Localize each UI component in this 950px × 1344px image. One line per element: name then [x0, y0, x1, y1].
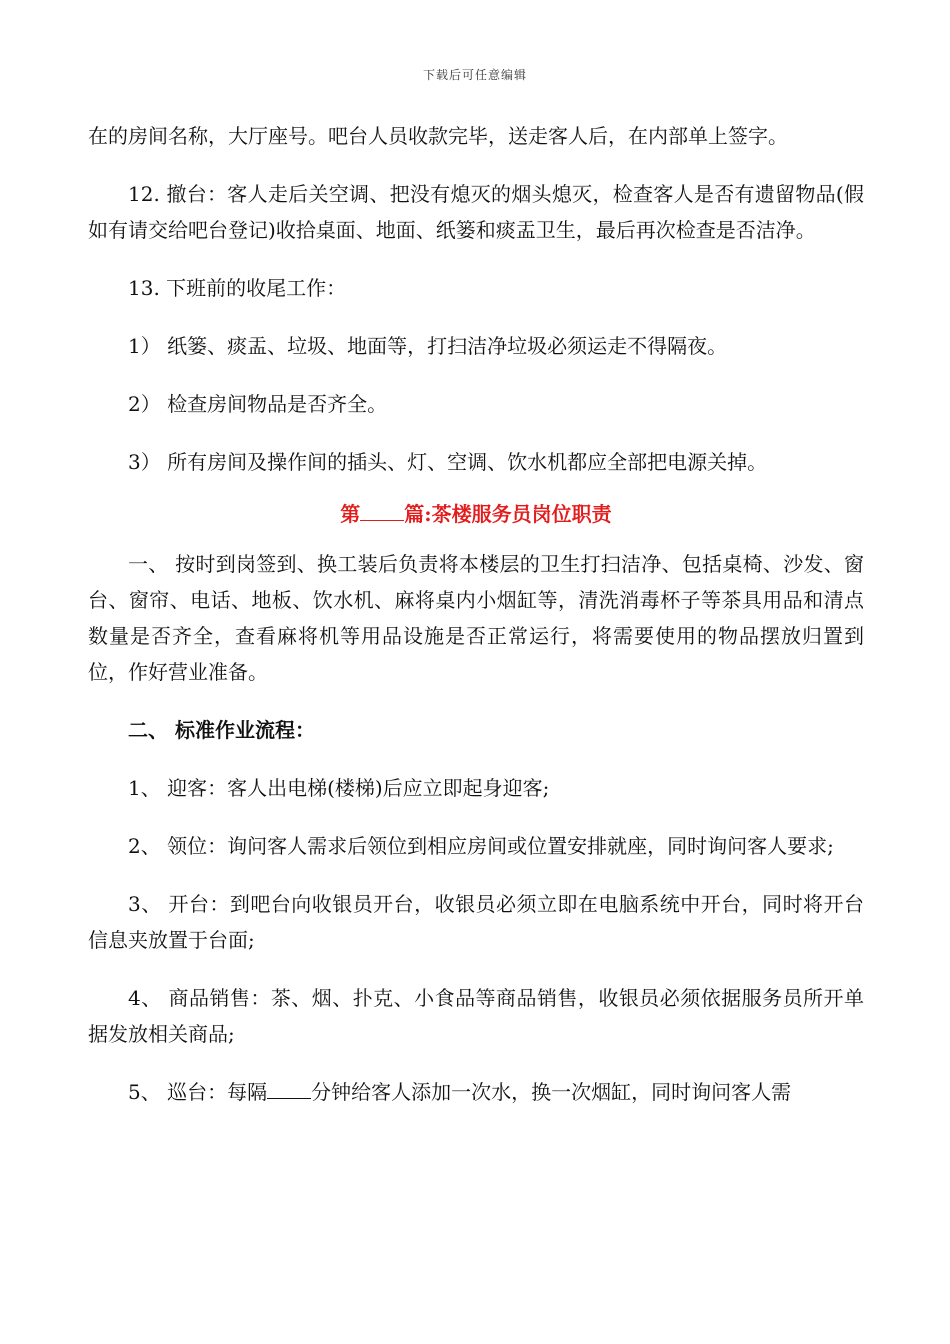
- paragraph-subitem-1: 1） 纸篓、痰盂、垃圾、地面等，打扫洁净垃圾必须运走不得隔夜。: [128, 334, 728, 358]
- step-5: [88, 1074, 864, 1110]
- section-title: [88, 496, 864, 532]
- document-body: [88, 118, 864, 1132]
- section-title-prefix: 第: [340, 502, 361, 526]
- paragraph-item-13: 13. 下班前的收尾工作：: [128, 276, 347, 300]
- page-header: 下载后可任意编辑: [422, 68, 527, 82]
- step-4: 4、 商品销售：茶、烟、扑克、小食品等商品销售，收银员必须依据服务员所开单据发放相关商品;: [88, 986, 864, 1046]
- step-2: 2、 领位：询问客人需求后领位到相应房间或位置安排就座，同时询问客人要求;: [128, 834, 834, 858]
- step-5-suffix: 分钟给客人添加一次水，换一次烟缸，同时询问客人需: [311, 1080, 792, 1104]
- step-3: 3、 开台：到吧台向收银员开台，收银员必须立即在电脑系统中开台，同时将开台信息夹放置于台面;: [88, 892, 864, 952]
- step-5-prefix: 5、 巡台：每隔: [128, 1080, 268, 1104]
- paragraph-continued: 在的房间名称，大厅座号。吧台人员收款完毕，送走客人后，在内部单上签字。: [88, 124, 788, 148]
- section-title-text: 篇:茶楼服务员岗位职责: [404, 502, 612, 526]
- interval-blank: [267, 1080, 311, 1099]
- paragraph-part-one: 一、 按时到岗签到、换工装后负责将本楼层的卫生打扫洁净、包括桌椅、沙发、窗台、窗帘、电话、地板、饮水机、麻将桌内小烟缸等，清洗消毒杯子等茶具用品和清点数量是否齐全，查看麻将机等用品设施是否正常运行，将需要使用的物品摆放归置到位，作好营业准备。: [88, 552, 864, 684]
- heading-part-two: 二、 标准作业流程：: [128, 718, 315, 742]
- paragraph-item-12: 12. 撤台：客人走后关空调、把没有熄灭的烟头熄灭，检查客人是否有遗留物品(假如有请交给吧台登记)收拾桌面、地面、纸篓和痰盂卫生，最后再次检查是否洁净。: [88, 182, 864, 242]
- section-number-blank: [360, 502, 404, 521]
- step-1: 1、 迎客：客人出电梯(楼梯)后应立即起身迎客;: [128, 776, 550, 800]
- paragraph-subitem-3: 3） 所有房间及操作间的插头、灯、空调、饮水机都应全部把电源关掉。: [128, 450, 768, 474]
- paragraph-subitem-2: 2） 检查房间物品是否齐全。: [128, 392, 388, 416]
